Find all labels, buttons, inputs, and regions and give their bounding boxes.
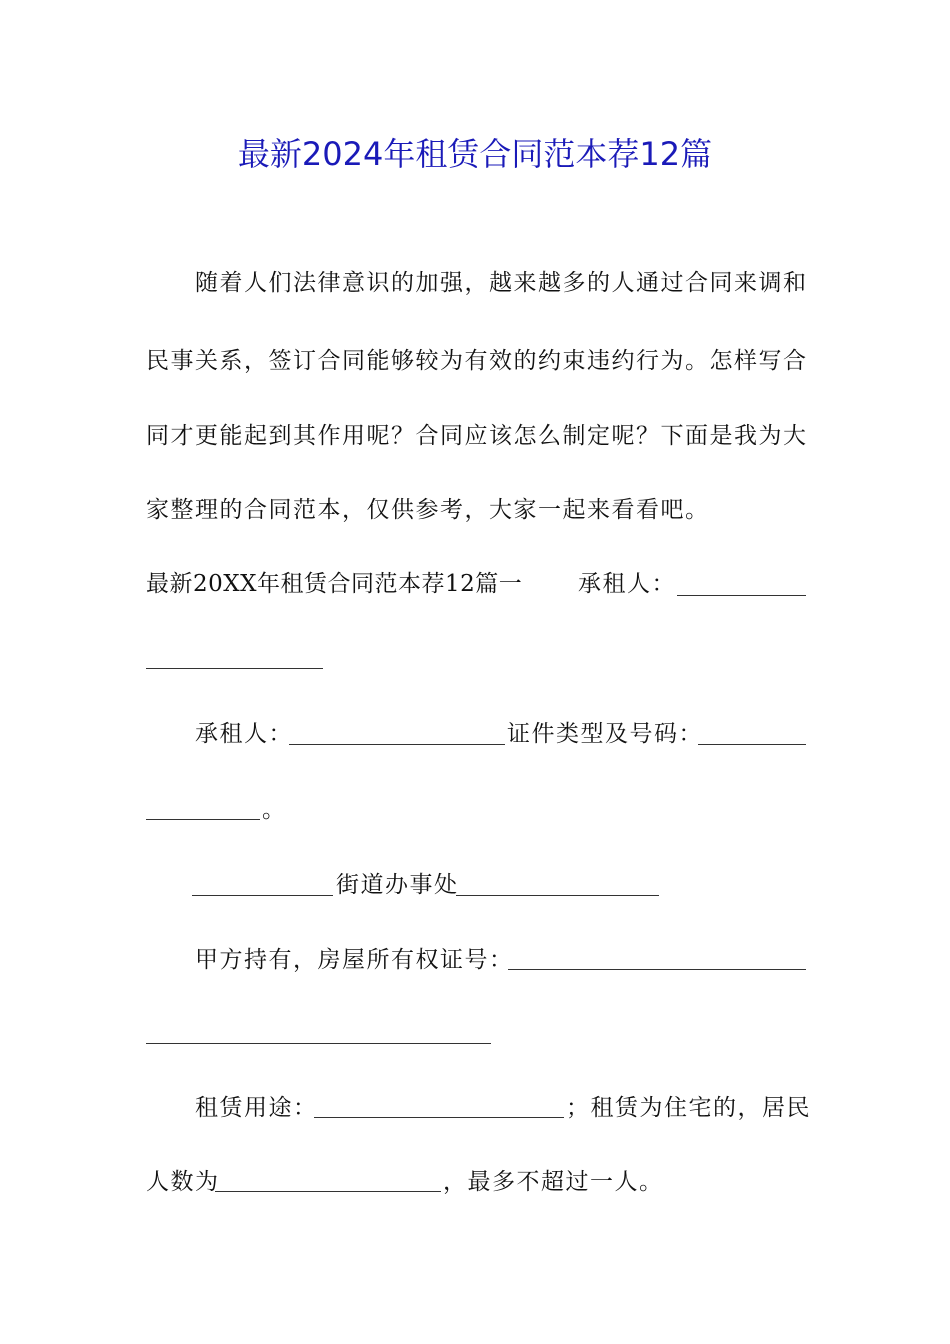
property-cert-row (195, 942, 855, 978)
use-tail: ；租赁为住宅的，居民 (566, 1095, 811, 1121)
document-title: 最新2024年租赁合同范本荐12篇 (237, 135, 713, 173)
residents-tail-row (443, 1164, 803, 1200)
id-end-mark: 。 (262, 797, 287, 823)
intro-line-1: 随着人们法律意识的加强，越来越多的人通过合同来调和 (195, 270, 808, 296)
use-tail-row (566, 1090, 811, 1126)
lessee-row-1 (578, 566, 806, 602)
id-type-label: 证件类型及号码： (507, 721, 703, 747)
lessee-blank-1-cont[interactable] (146, 667, 323, 669)
property-cert-label: 甲方持有，房屋所有权证号： (195, 947, 514, 973)
id-number-blank-cont[interactable] (146, 818, 260, 820)
lessee-label: 承租人： (578, 571, 676, 597)
intro-line-4: 家整理的合同范本，仅供参考，大家一起来看看吧。 (146, 497, 710, 523)
residents-blank[interactable] (215, 1190, 441, 1192)
lessee-label-2: 承租人： (195, 721, 293, 747)
street-office-label: 街道办事处 (336, 872, 459, 898)
section-heading: 最新20XX年租赁合同范本荐12篇一 (146, 571, 523, 597)
lessee-blank-1[interactable] (677, 594, 806, 596)
id-type-row (507, 716, 950, 752)
id-end-row (262, 792, 302, 828)
use-label: 租赁用途： (195, 1095, 318, 1121)
street-office-row (336, 867, 950, 903)
intro-line-3: 同才更能起到其作用呢？合同应该怎么制定呢？下面是我为大 (146, 423, 808, 449)
id-number-blank[interactable] (698, 743, 806, 745)
property-cert-blank-cont[interactable] (146, 1042, 491, 1044)
intro-line-2: 民事关系，签订合同能够较为有效的约束违约行为。怎样写合 (146, 348, 808, 374)
residents-tail: ，最多不超过一人。 (443, 1169, 664, 1195)
property-cert-blank[interactable] (508, 968, 806, 970)
district-blank[interactable] (192, 894, 333, 896)
residents-label: 人数为 (146, 1169, 220, 1195)
street-office-blank[interactable] (456, 894, 659, 896)
use-blank[interactable] (314, 1116, 564, 1118)
lessee-blank-2[interactable] (289, 743, 505, 745)
